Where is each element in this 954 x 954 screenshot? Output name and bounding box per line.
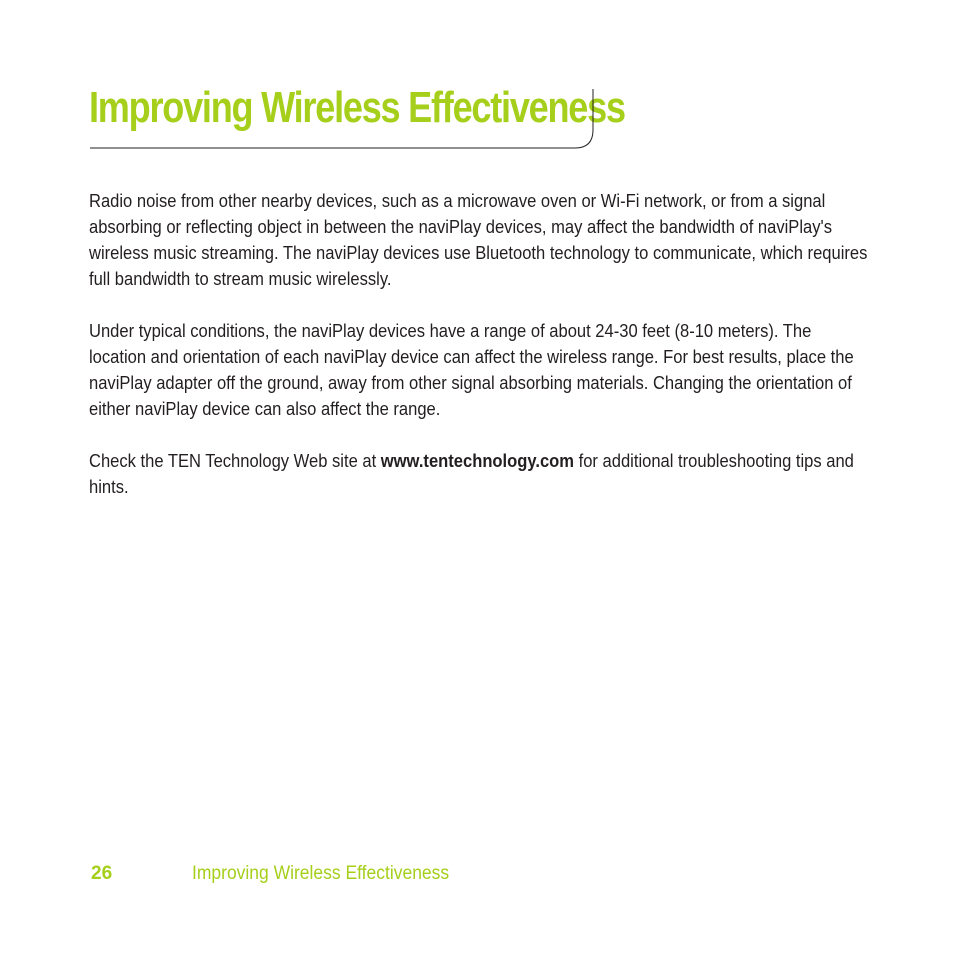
paragraph-website xyxy=(89,448,869,500)
body-content xyxy=(89,188,869,526)
page-number: 26 xyxy=(91,863,113,884)
paragraph-interference: Radio noise from other nearby devices, such as a microwave oven or Wi-Fi network, or from a signal absorbing or reflecting object in between the naviPlay devices, may affect the bandwidth of naviPlay's wireless music streaming. The naviPlay devices use Bluetooth technology to communicate, which requires full bandwidth to stream music wirelessly. xyxy=(89,191,868,289)
paragraph-website-tail: for additional troubleshooting tips and hints. xyxy=(89,451,854,497)
paragraph-website-lead: Check the TEN Technology Web site at xyxy=(89,451,381,471)
page-title: Improving Wireless Effectiveness xyxy=(89,83,625,132)
paragraph-range: Under typical conditions, the naviPlay devices have a range of about 24-30 feet (8-10 meters). The location and orientation of each naviPlay device can affect the wireless range. For best results, place the naviPlay adapter off the ground, away from other signal absorbing materials. Changing the orientation of either naviPlay device can also affect the range. xyxy=(89,321,854,419)
website-link[interactable]: www.tentechnology.com xyxy=(380,451,575,471)
footer-section-title: Improving Wireless Effectiveness xyxy=(192,863,450,884)
